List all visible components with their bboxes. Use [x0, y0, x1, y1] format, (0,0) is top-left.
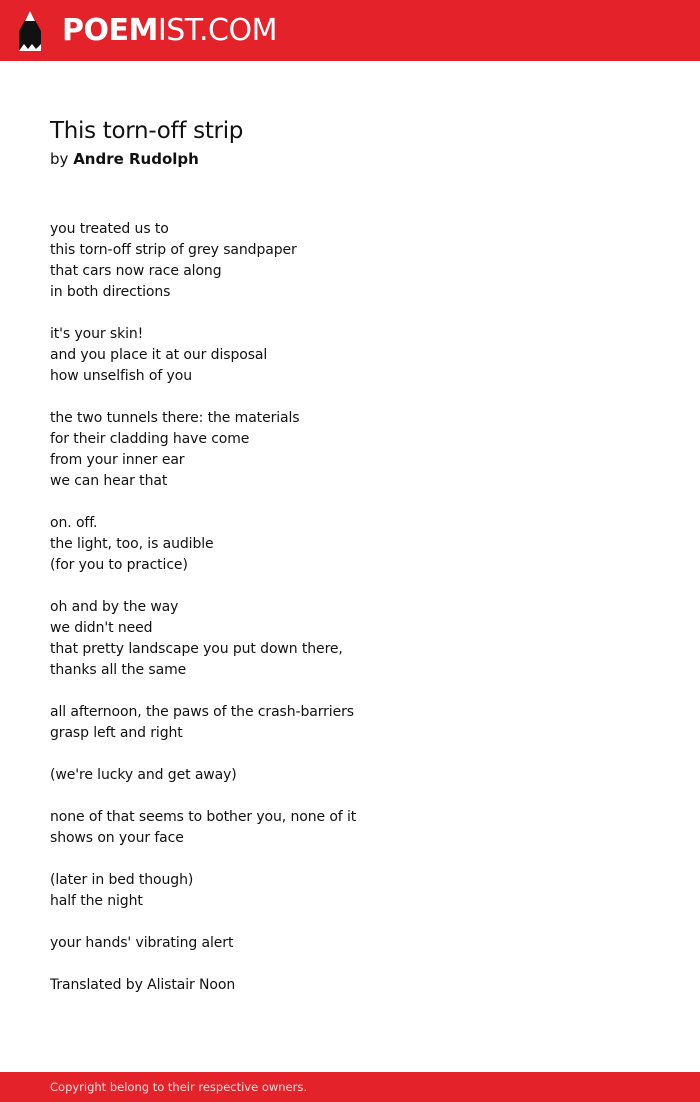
poem-line: from your inner ear: [50, 452, 185, 468]
poem-line: your hands' vibrating alert: [50, 935, 234, 951]
poem-line: shows on your face: [50, 830, 184, 846]
poem-line: all afternoon, the paws of the crash-barriers: [50, 704, 354, 720]
stanza-break: [50, 576, 650, 597]
brand-light-text: IST.COM: [157, 13, 277, 48]
poem-byline: [50, 148, 199, 170]
poem-line: for their cladding have come: [50, 431, 250, 447]
brand-bold-text: POEM: [62, 13, 158, 48]
site-header: [0, 0, 700, 61]
poem-line: half the night: [50, 893, 143, 909]
poem-body: [50, 219, 650, 996]
poem-line: grasp left and right: [50, 725, 183, 741]
poem-line: this torn-off strip of grey sandpaper: [50, 242, 297, 258]
poem-line: (for you to practice): [50, 557, 188, 573]
stanza-break: [50, 492, 650, 513]
poem-line: (we're lucky and get away): [50, 767, 237, 783]
poem-line: and you place it at our disposal: [50, 347, 268, 363]
site-logo-link[interactable]: [62, 11, 277, 51]
poem-line: Translated by Alistair Noon: [50, 977, 236, 993]
poem-line: we can hear that: [50, 473, 168, 489]
poem-line: the light, too, is audible: [50, 536, 214, 552]
poem-line: on. off.: [50, 515, 98, 531]
site-footer: [0, 1072, 700, 1102]
poem-title: This torn-off strip: [50, 118, 244, 144]
author-name: Andre Rudolph: [73, 150, 199, 168]
poem-line: that cars now race along: [50, 263, 222, 279]
copyright-notice: Copyright belong to their respective owners.: [50, 1080, 308, 1094]
stanza-break: [50, 912, 650, 933]
poem-line: oh and by the way: [50, 599, 179, 615]
poem-line: in both directions: [50, 284, 171, 300]
stanza-break: [50, 303, 650, 324]
pencil-tip-icon[interactable]: [17, 10, 43, 52]
stanza-break: [50, 786, 650, 807]
by-label: by: [50, 150, 69, 168]
stanza-break: [50, 849, 650, 870]
stanza-break: [50, 954, 650, 975]
poem-line: the two tunnels there: the materials: [50, 410, 300, 426]
poem-line: we didn't need: [50, 620, 153, 636]
poem-line: you treated us to: [50, 221, 169, 237]
stanza-break: [50, 681, 650, 702]
poem-line: it's your skin!: [50, 326, 144, 342]
poem-line: none of that seems to bother you, none of it: [50, 809, 357, 825]
poem-line: thanks all the same: [50, 662, 187, 678]
stanza-break: [50, 387, 650, 408]
poem-line: that pretty landscape you put down there,: [50, 641, 343, 657]
poem-line: (later in bed though): [50, 872, 194, 888]
stanza-break: [50, 744, 650, 765]
poem-line: how unselfish of you: [50, 368, 192, 384]
